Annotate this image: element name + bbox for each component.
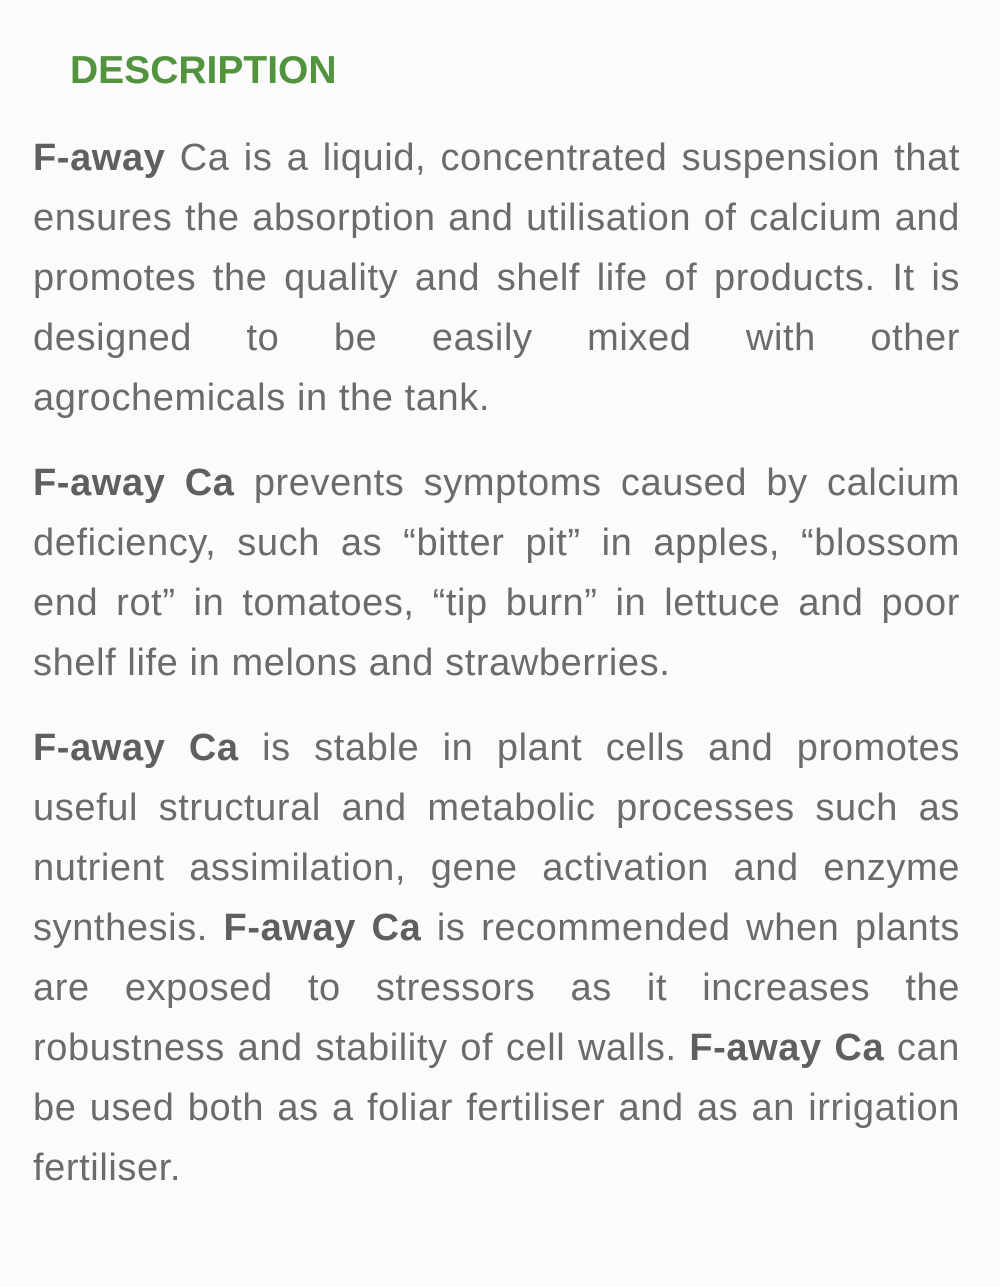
paragraph-text: prevents symptoms caused by calcium deficiency, such as “bitter pit” in apples, “blossom end rot” in tomatoes, “tip burn” in lettuce and poor shelf life in melons and strawberries. [33,462,961,684]
paragraph-text: is recommended when plants are exposed to stressors as it increases the robustness and stability of cell walls. [33,907,960,1069]
description-paragraph-2 [33,453,960,693]
description-body [33,128,960,1198]
product-name: F-away [33,137,166,179]
product-name: F-away Ca [33,727,239,769]
paragraph-text: is stable in plant cells and promotes useful structural and metabolic processes such as nutrient assimilation, gene activation and enzyme synthesis. [33,727,960,949]
description-paragraph-3 [33,718,960,1198]
paragraph-text: Ca is a liquid, concentrated suspension that ensures the absorption and utilisation of calcium and promotes the quality and shelf life of products. It is designed to be easily mixed with other agrochemicals in the tank. [33,137,960,419]
product-name: F-away Ca [223,907,422,949]
description-paragraph-1 [33,128,960,428]
product-name: F-away Ca [33,462,235,504]
section-heading: DESCRIPTION [70,49,337,92]
product-name: F-away Ca [689,1027,885,1069]
paragraph-text: can be used both as a foliar fertiliser and as an irrigation fertiliser. [33,1027,960,1189]
